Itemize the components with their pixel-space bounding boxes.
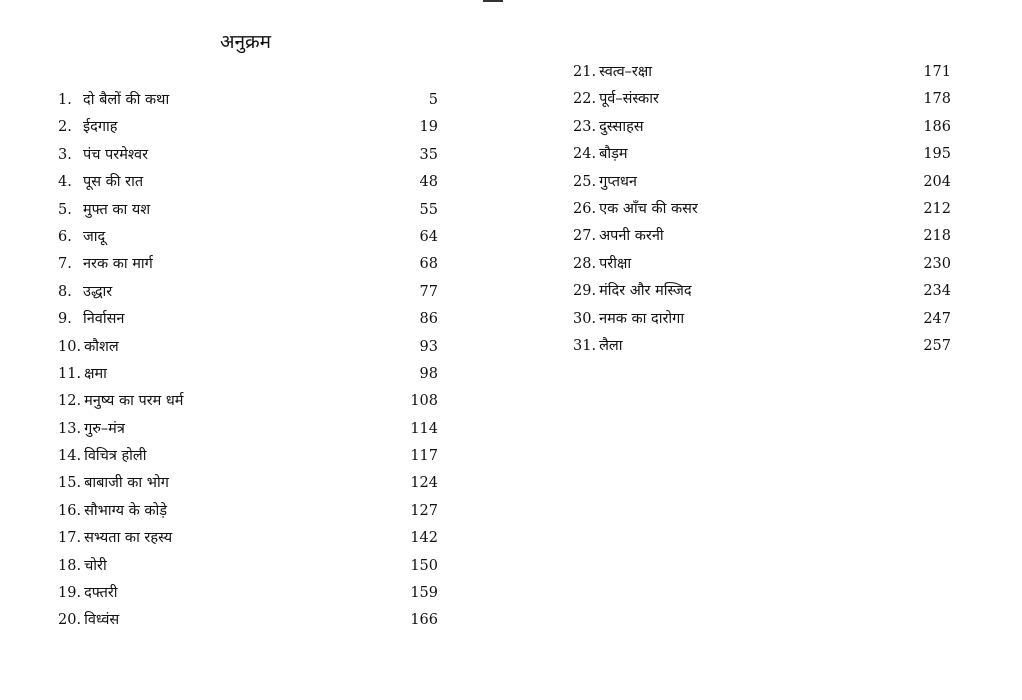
toc-page: 98 — [419, 365, 438, 382]
toc-title: क्षमा — [84, 365, 107, 382]
toc-left-column — [58, 89, 438, 637]
toc-title: बौड़म — [599, 146, 628, 163]
toc-number: 27. — [573, 228, 597, 245]
toc-entry[interactable] — [58, 89, 438, 116]
toc-title: जादू — [83, 228, 106, 245]
toc-page: 150 — [410, 557, 438, 574]
toc-entry[interactable] — [58, 418, 438, 445]
toc-number: 20. — [58, 612, 82, 629]
toc-title: स्वत्व–रक्षा — [599, 64, 653, 80]
toc-number: 8. — [58, 283, 72, 300]
toc-title: दुस्साहस — [599, 118, 644, 135]
toc-entry[interactable] — [58, 171, 438, 198]
toc-title: नमक का दारोगा — [599, 310, 685, 327]
toc-entry[interactable] — [573, 171, 951, 198]
toc-entry[interactable] — [573, 280, 951, 307]
toc-page: 218 — [923, 228, 951, 245]
toc-title: गुप्तधन — [599, 173, 637, 190]
toc-title: पंच परमेश्वर — [83, 146, 149, 163]
toc-entry[interactable] — [573, 143, 951, 170]
toc-number: 16. — [58, 502, 82, 519]
toc-title: नरक का मार्ग — [83, 256, 153, 273]
toc-page: 257 — [923, 337, 951, 354]
toc-number: 11. — [58, 365, 82, 382]
toc-page: 127 — [410, 502, 438, 519]
toc-number: 17. — [58, 530, 82, 547]
toc-number: 28. — [573, 255, 597, 272]
toc-number: 21. — [573, 64, 597, 80]
toc-title: विचित्र होली — [84, 448, 147, 465]
toc-page: 186 — [923, 118, 951, 135]
toc-number: 31. — [573, 337, 597, 354]
toc-title: मनुष्य का परम धर्म — [84, 393, 184, 410]
toc-entry[interactable] — [58, 582, 438, 609]
toc-entry[interactable] — [573, 335, 951, 362]
toc-entry[interactable] — [58, 555, 438, 582]
toc-entry[interactable] — [58, 336, 438, 363]
toc-entry[interactable] — [573, 308, 951, 335]
toc-number: 26. — [573, 200, 597, 217]
toc-entry[interactable] — [573, 61, 951, 88]
toc-title: सौभाग्य के कोड़े — [84, 502, 168, 519]
toc-title: विध्वंस — [84, 612, 120, 629]
toc-entry[interactable] — [573, 88, 951, 115]
toc-title: निर्वासन — [83, 311, 125, 328]
toc-page: 55 — [419, 201, 438, 218]
toc-page: 166 — [410, 612, 438, 629]
toc-title: कौशल — [84, 338, 119, 355]
toc-number: 24. — [573, 146, 597, 163]
toc-title: लैला — [599, 337, 623, 354]
toc-page: 212 — [923, 200, 951, 217]
toc-page: 159 — [410, 585, 438, 602]
top-edge-mark — [483, 0, 503, 2]
toc-title: एक आँच की कसर — [599, 200, 698, 217]
toc-entry[interactable] — [58, 472, 438, 499]
toc-page: 5 — [428, 92, 438, 108]
toc-page: 86 — [419, 311, 438, 328]
toc-page: 114 — [410, 420, 438, 437]
toc-title: मुफ्त का यश — [83, 201, 151, 218]
toc-title: उद्धार — [83, 283, 113, 300]
toc-page: 77 — [419, 283, 438, 300]
toc-entry[interactable] — [58, 199, 438, 226]
toc-title: सभ्यता का रहस्य — [84, 530, 173, 547]
toc-page: 247 — [923, 310, 951, 327]
toc-page: 204 — [923, 173, 951, 190]
toc-number: 10. — [58, 338, 82, 355]
toc-number: 13. — [58, 420, 82, 437]
toc-entry[interactable] — [58, 445, 438, 472]
toc-entry[interactable] — [58, 527, 438, 554]
toc-page: 108 — [410, 393, 438, 410]
toc-number: 29. — [573, 283, 597, 300]
toc-title: बाबाजी का भोग — [84, 475, 169, 492]
toc-entry[interactable] — [573, 116, 951, 143]
toc-number: 5. — [58, 201, 72, 218]
toc-page: 117 — [410, 448, 438, 465]
toc-number: 18. — [58, 557, 82, 574]
toc-page: 171 — [923, 64, 951, 80]
toc-page: 230 — [923, 255, 951, 272]
toc-number: 22. — [573, 91, 597, 108]
toc-entry[interactable] — [58, 144, 438, 171]
toc-title: अपनी करनी — [599, 228, 664, 245]
toc-number: 4. — [58, 174, 72, 191]
toc-page: 19 — [419, 119, 438, 136]
toc-number: 9. — [58, 311, 72, 328]
toc-entry[interactable] — [573, 253, 951, 280]
toc-title: मंदिर और मस्जिद — [599, 283, 692, 300]
toc-number: 15. — [58, 475, 82, 492]
toc-entry[interactable] — [573, 198, 951, 225]
toc-entry[interactable] — [58, 253, 438, 280]
toc-number: 19. — [58, 585, 82, 602]
toc-number: 25. — [573, 173, 597, 190]
toc-title: पूस की रात — [83, 174, 144, 191]
toc-entry[interactable] — [58, 226, 438, 253]
toc-number: 23. — [573, 118, 597, 135]
toc-page: 35 — [419, 146, 438, 163]
toc-number: 12. — [58, 393, 82, 410]
toc-number: 6. — [58, 228, 72, 245]
toc-title: चोरी — [84, 557, 107, 574]
toc-title: दो बैलों की कथा — [83, 92, 170, 108]
toc-page: 64 — [419, 228, 438, 245]
toc-number: 3. — [58, 146, 72, 163]
toc-entry[interactable] — [58, 500, 438, 527]
toc-page: 48 — [419, 174, 438, 191]
toc-title: पूर्व–संस्कार — [599, 91, 659, 108]
toc-page: 142 — [410, 530, 438, 547]
toc-page: 195 — [923, 146, 951, 163]
toc-entry[interactable] — [58, 116, 438, 143]
toc-entry[interactable] — [58, 308, 438, 335]
toc-entry[interactable] — [58, 363, 438, 390]
toc-page: 93 — [419, 338, 438, 355]
toc-title: परीक्षा — [599, 255, 632, 272]
toc-entry[interactable] — [573, 225, 951, 252]
toc-title: गुरु–मंत्र — [84, 420, 125, 437]
toc-entry[interactable] — [58, 390, 438, 417]
toc-entry[interactable] — [58, 609, 438, 636]
toc-number: 1. — [58, 92, 72, 108]
toc-number: 14. — [58, 448, 82, 465]
toc-page: 124 — [410, 475, 438, 492]
toc-right-column — [573, 61, 951, 362]
toc-page: 178 — [923, 91, 951, 108]
toc-number: 30. — [573, 310, 597, 327]
toc-number: 7. — [58, 256, 72, 273]
toc-page: 234 — [923, 283, 951, 300]
toc-entry[interactable] — [58, 281, 438, 308]
page-title: अनुक्रम — [220, 31, 272, 53]
toc-page: 68 — [419, 256, 438, 273]
toc-title: ईदगाह — [83, 119, 118, 136]
toc-number: 2. — [58, 119, 72, 136]
toc-title: दफ्तरी — [84, 585, 118, 602]
